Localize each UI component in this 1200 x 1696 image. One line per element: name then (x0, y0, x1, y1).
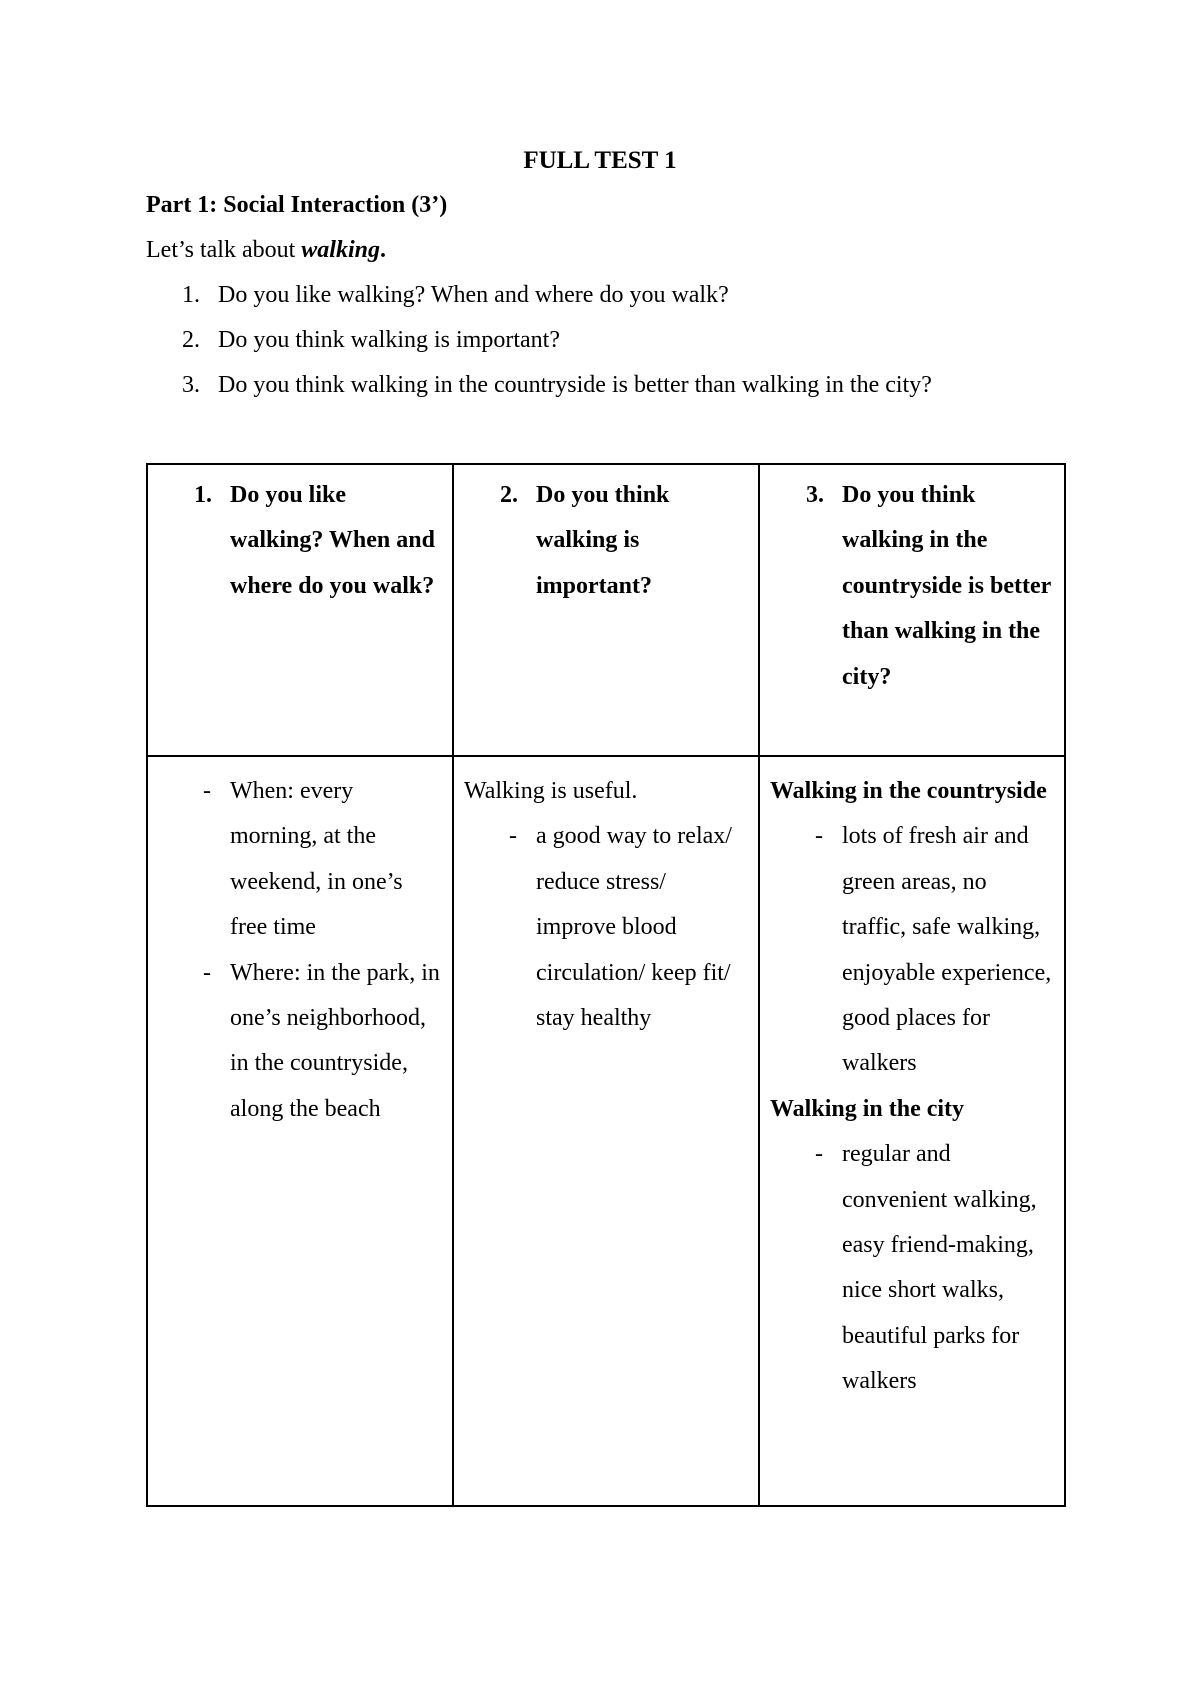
dash-marker: - (203, 959, 211, 986)
page-title: FULL TEST 1 (523, 147, 677, 174)
question-item (146, 325, 932, 355)
answer-cell-2 (453, 756, 759, 1506)
intro-topic: walking (301, 237, 380, 263)
bullet-text: When: every morning, at the weekend, in one’s free time (230, 778, 403, 941)
header-text: Do you think walking is important? (536, 482, 670, 599)
answer-bullet (158, 769, 442, 951)
answer-bullet-list (158, 769, 442, 1132)
answer-cell-3 (759, 756, 1065, 1506)
table-header-cell (759, 464, 1065, 756)
table-header-cell (147, 464, 453, 756)
answer-bullet-list (770, 1132, 1054, 1404)
answer-bullet (158, 951, 442, 1133)
intro-suffix: . (380, 237, 386, 263)
question-item (146, 370, 932, 400)
answer-bullet (770, 814, 1054, 1086)
question-number: 3. (182, 372, 200, 398)
dash-marker: - (815, 1141, 823, 1168)
answer-bullet (770, 1132, 1054, 1404)
bullet-text: a good way to relax/ reduce stress/ improve blood circulation/ keep fit/ stay healthy (536, 823, 732, 1032)
question-number: 1. (182, 282, 200, 308)
question-list (146, 280, 932, 415)
answer-table (146, 463, 1066, 1507)
question-item (146, 280, 932, 310)
question-text: Do you think walking is important? (218, 327, 560, 353)
answer-bullet (464, 814, 748, 1041)
question-text: Do you think walking in the countryside is better than walking in the city? (218, 372, 932, 398)
question-number: 2. (182, 327, 200, 353)
table-header-row (147, 464, 1065, 756)
section-heading-city: Walking in the city (770, 1095, 965, 1122)
part-heading: Part 1: Social Interaction (3’) (146, 192, 448, 218)
table-answer-row (147, 756, 1065, 1506)
section-heading-countryside: Walking in the countryside (770, 778, 1047, 804)
answer-bullet-list (770, 814, 1054, 1086)
question-text: Do you like walking? When and where do you walk? (218, 282, 729, 308)
header-number: 2. (500, 482, 518, 508)
answer-bullet-list (464, 814, 748, 1041)
header-number: 1. (194, 482, 212, 508)
bullet-text: regular and convenient walking, easy friend-making, nice short walks, beautiful parks for walkers (842, 1141, 1037, 1395)
intro-prefix: Let’s talk about (146, 237, 302, 263)
header-text: Do you like walking? When and where do you walk? (230, 482, 435, 599)
header-number: 3. (806, 482, 824, 508)
dash-marker: - (509, 823, 517, 850)
dash-marker: - (815, 823, 823, 850)
intro-line (146, 235, 386, 265)
header-text: Do you think walking in the countryside is better than walking in the city? (842, 482, 1051, 690)
answer-lead: Walking is useful. (464, 778, 638, 804)
dash-marker: - (203, 778, 211, 804)
bullet-text: Where: in the park, in one’s neighborhood, in the countryside, along the beach (230, 959, 440, 1122)
bullet-text: lots of fresh air and green areas, no traffic, safe walking, enjoyable experience, good places for walkers (842, 823, 1052, 1077)
answer-cell-1 (147, 756, 453, 1506)
table-header-cell (453, 464, 759, 756)
